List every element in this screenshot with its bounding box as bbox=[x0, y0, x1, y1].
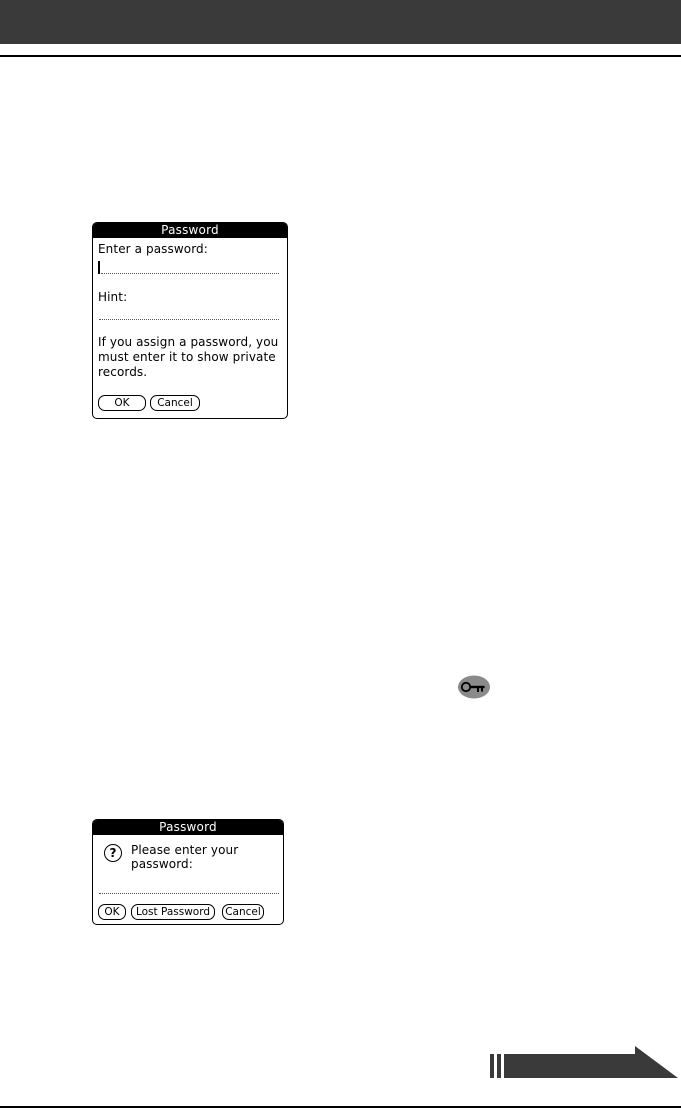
info-text-line-1: If you assign a password, you bbox=[98, 335, 279, 349]
question-icon: ? bbox=[104, 844, 122, 862]
ok-button[interactable]: OK bbox=[98, 395, 146, 411]
enter-password-dialog bbox=[92, 819, 284, 925]
hint-input[interactable] bbox=[99, 319, 279, 320]
password-input[interactable] bbox=[101, 273, 279, 274]
message-line-2: password: bbox=[131, 857, 193, 871]
set-password-dialog bbox=[92, 222, 288, 419]
password-prompt: Enter a password: bbox=[98, 242, 208, 256]
lost-password-button[interactable]: Lost Password bbox=[131, 904, 215, 920]
message-line-1: Please enter your bbox=[131, 843, 239, 857]
info-text-line-2: must enter it to show private bbox=[98, 350, 276, 364]
dialog-title: Password bbox=[93, 223, 287, 238]
ok-button[interactable]: OK bbox=[98, 904, 126, 920]
cancel-button[interactable]: Cancel bbox=[222, 904, 264, 920]
dialog-title: Password bbox=[93, 820, 283, 835]
text-cursor bbox=[98, 261, 100, 274]
password-input[interactable] bbox=[99, 893, 279, 894]
continue-arrow-icon bbox=[490, 1046, 678, 1078]
header-bar bbox=[0, 0, 681, 44]
footer-divider bbox=[0, 1106, 681, 1108]
header-divider bbox=[0, 55, 681, 57]
info-text-line-3: records. bbox=[98, 365, 148, 379]
key-icon bbox=[457, 675, 491, 699]
cancel-button[interactable]: Cancel bbox=[150, 395, 200, 411]
hint-label: Hint: bbox=[98, 290, 128, 304]
